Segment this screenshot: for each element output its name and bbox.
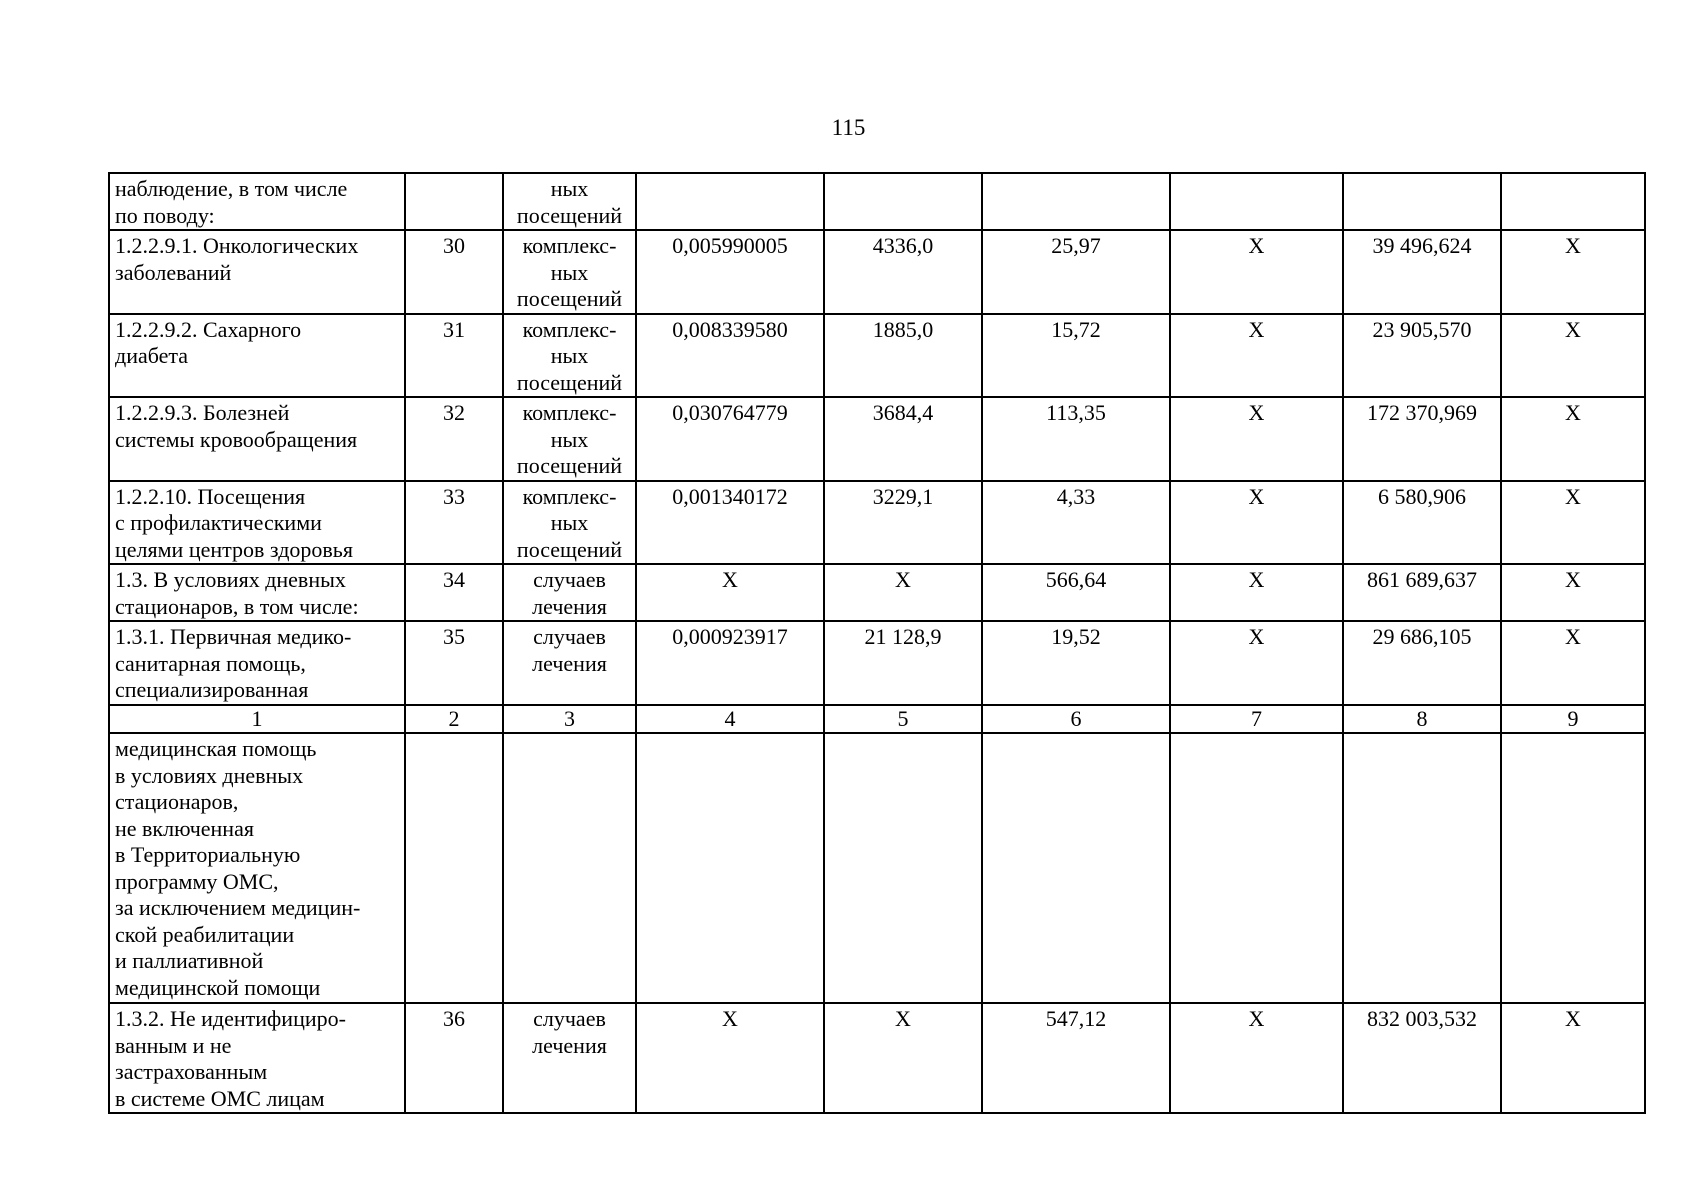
column-number-cell: 7 <box>1170 705 1343 734</box>
unit-cell <box>503 564 636 621</box>
column-9-cell: Х <box>1501 564 1645 621</box>
table-row <box>109 173 1645 230</box>
indicator-name-cell-line: ской реабилитации <box>115 921 295 947</box>
indicator-name-cell-line: и паллиативной <box>115 948 264 973</box>
column-7-cell <box>1170 173 1343 230</box>
indicator-name-cell-line: 1.2.2.9.3. Болезней <box>115 400 290 425</box>
indicator-name-cell-line: не включенная <box>115 815 254 841</box>
empty-cell <box>1343 733 1501 1003</box>
empty-cell <box>824 733 982 1003</box>
indicator-name-cell-line: целями центров здоровья <box>115 536 353 562</box>
empty-cell <box>405 733 503 1003</box>
indicator-name-cell-line: застрахованным <box>115 1059 268 1084</box>
indicator-name-cell-line: по поводу: <box>115 202 215 228</box>
table-row <box>109 564 1645 621</box>
indicator-name-cell-line: стационаров, в том числе: <box>115 593 359 619</box>
row-number-cell: 32 <box>405 397 503 481</box>
column-5-cell: 4336,0 <box>824 230 982 314</box>
unit-cell-line: случаев <box>533 567 606 592</box>
column-9-cell <box>1501 173 1645 230</box>
unit-cell-line: ных <box>550 426 589 452</box>
indicator-name-cell <box>109 481 405 565</box>
indicator-name-cell-line: программу ОМС, <box>115 868 279 894</box>
column-4-cell: 0,001340172 <box>636 481 824 565</box>
column-9-cell: Х <box>1501 481 1645 565</box>
unit-cell-line: комплекс- <box>522 400 617 425</box>
column-number-cell: 8 <box>1343 705 1501 734</box>
column-9-cell: Х <box>1501 621 1645 705</box>
indicator-name-cell <box>109 564 405 621</box>
unit-cell <box>503 314 636 398</box>
column-8-cell: 23 905,570 <box>1343 314 1501 398</box>
indicator-name-cell-line: специализированная <box>115 677 309 702</box>
table-row <box>109 230 1645 314</box>
column-5-cell: 21 128,9 <box>824 621 982 705</box>
indicator-name-cell-line: в Территориальную <box>115 842 301 867</box>
table-row <box>109 314 1645 398</box>
column-number-cell: 4 <box>636 705 824 734</box>
unit-cell-line: посещений <box>516 369 623 395</box>
row-number-cell: 31 <box>405 314 503 398</box>
unit-cell-line: ных <box>550 176 589 201</box>
indicator-name-cell-line: 1.2.2.9.2. Сахарного <box>115 316 302 342</box>
column-6-cell: 25,97 <box>982 230 1170 314</box>
column-5-cell <box>824 173 982 230</box>
column-number-cell: 6 <box>982 705 1170 734</box>
unit-cell <box>503 621 636 705</box>
unit-cell-line: лечения <box>532 593 607 619</box>
empty-cell <box>1501 733 1645 1003</box>
indicator-name-cell-line: с профилактическими <box>115 510 322 535</box>
column-6-cell: 15,72 <box>982 314 1170 398</box>
indicator-name-cell-line: 1.3.1. Первичная медико- <box>115 624 352 649</box>
unit-cell-line: посещений <box>516 453 623 478</box>
column-6-cell: 113,35 <box>982 397 1170 481</box>
column-7-cell: Х <box>1170 564 1343 621</box>
column-8-cell: 29 686,105 <box>1343 621 1501 705</box>
column-5-cell: 1885,0 <box>824 314 982 398</box>
unit-cell-line: посещений <box>516 202 623 228</box>
column-8-cell: 6 580,906 <box>1343 481 1501 565</box>
column-9-cell: Х <box>1501 1003 1645 1113</box>
indicator-name-cell-line: 1.2.2.10. Посещения <box>115 483 306 509</box>
column-5-cell: 3684,4 <box>824 397 982 481</box>
unit-cell-line: ных <box>550 510 589 535</box>
row-number-cell: 30 <box>405 230 503 314</box>
column-7-cell: Х <box>1170 314 1343 398</box>
column-4-cell: 0,000923917 <box>636 621 824 705</box>
indicator-name-cell-line: в условиях дневных <box>115 762 304 788</box>
indicator-name-cell-line: за исключением медицин- <box>115 895 361 920</box>
unit-cell-line: комплекс- <box>522 316 617 342</box>
row-number-cell: 35 <box>405 621 503 705</box>
column-8-cell: 861 689,637 <box>1343 564 1501 621</box>
empty-cell <box>636 733 824 1003</box>
unit-cell <box>503 230 636 314</box>
unit-cell-line: ных <box>550 343 589 368</box>
indicator-name-cell-line: системы кровообращения <box>115 426 358 452</box>
unit-cell-line: лечения <box>532 1032 607 1058</box>
unit-cell-line: лечения <box>532 650 607 676</box>
indicator-name-cell-line: ванным и не <box>115 1032 232 1058</box>
unit-cell <box>503 173 636 230</box>
indicator-name-cell-line: диабета <box>115 343 189 368</box>
column-9-cell: Х <box>1501 397 1645 481</box>
column-numbers-row <box>109 705 1645 734</box>
indicator-name-cell <box>109 1003 405 1113</box>
indicator-name-cell <box>109 314 405 398</box>
unit-cell <box>503 397 636 481</box>
unit-cell-line: случаев <box>533 1006 606 1031</box>
indicator-name-cell-line: заболеваний <box>115 259 232 285</box>
column-8-cell: 172 370,969 <box>1343 397 1501 481</box>
column-6-cell: 566,64 <box>982 564 1170 621</box>
column-number-cell: 5 <box>824 705 982 734</box>
data-table <box>108 172 1646 1114</box>
column-6-cell <box>982 173 1170 230</box>
column-number-cell: 3 <box>503 705 636 734</box>
indicator-name-cell <box>109 230 405 314</box>
indicator-name-cell <box>109 397 405 481</box>
column-7-cell: Х <box>1170 621 1343 705</box>
indicator-name-cell-line: 1.3. В условиях дневных <box>115 567 346 592</box>
unit-cell-line: посещений <box>516 286 623 311</box>
column-4-cell: 0,008339580 <box>636 314 824 398</box>
indicator-name-cell-line: санитарная помощь, <box>115 650 306 676</box>
column-4-cell: 0,005990005 <box>636 230 824 314</box>
empty-cell <box>982 733 1170 1003</box>
column-9-cell: Х <box>1501 314 1645 398</box>
row-number-cell: 34 <box>405 564 503 621</box>
unit-cell-line: посещений <box>516 536 623 562</box>
column-number-cell: 1 <box>109 705 405 734</box>
column-number-cell: 2 <box>405 705 503 734</box>
column-9-cell: Х <box>1501 230 1645 314</box>
column-7-cell: Х <box>1170 397 1343 481</box>
indicator-name-cell-line: медицинская помощь <box>115 736 317 761</box>
indicator-name-cell-line: наблюдение, в том числе <box>115 176 348 201</box>
row-number-cell: 36 <box>405 1003 503 1113</box>
column-6-cell: 4,33 <box>982 481 1170 565</box>
indicator-name-cell <box>109 173 405 230</box>
row-number-cell: 33 <box>405 481 503 565</box>
unit-cell-line: комплекс- <box>522 483 617 509</box>
indicator-name-cell <box>109 621 405 705</box>
indicator-name-cell-line: 1.2.2.9.1. Онкологических <box>115 233 359 258</box>
column-6-cell: 19,52 <box>982 621 1170 705</box>
indicator-name-cell-line: медицинской помощи <box>115 974 321 1000</box>
column-6-cell: 547,12 <box>982 1003 1170 1113</box>
column-4-cell: Х <box>636 564 824 621</box>
column-5-cell: Х <box>824 564 982 621</box>
indicator-name-cell-line: стационаров, <box>115 789 239 814</box>
table-row <box>109 397 1645 481</box>
column-8-cell <box>1343 173 1501 230</box>
indicator-name-cell <box>109 733 405 1003</box>
table-row-continuation <box>109 733 1645 1003</box>
column-4-cell: Х <box>636 1003 824 1113</box>
column-5-cell: 3229,1 <box>824 481 982 565</box>
indicator-name-cell-line: 1.3.2. Не идентифициро- <box>115 1006 346 1031</box>
table-row <box>109 621 1645 705</box>
column-4-cell: 0,030764779 <box>636 397 824 481</box>
unit-cell <box>503 1003 636 1113</box>
column-8-cell: 39 496,624 <box>1343 230 1501 314</box>
column-7-cell: Х <box>1170 481 1343 565</box>
empty-cell <box>503 733 636 1003</box>
unit-cell <box>503 481 636 565</box>
column-number-cell: 9 <box>1501 705 1645 734</box>
column-8-cell: 832 003,532 <box>1343 1003 1501 1113</box>
table-row <box>109 1003 1645 1113</box>
column-5-cell: Х <box>824 1003 982 1113</box>
column-7-cell: Х <box>1170 230 1343 314</box>
row-number-cell <box>405 173 503 230</box>
unit-cell-line: ных <box>550 259 589 285</box>
page-number: 115 <box>831 115 866 140</box>
unit-cell-line: случаев <box>533 624 606 649</box>
table-row <box>109 481 1645 565</box>
column-7-cell: Х <box>1170 1003 1343 1113</box>
empty-cell <box>1170 733 1343 1003</box>
unit-cell-line: комплекс- <box>522 233 617 258</box>
indicator-name-cell-line: в системе ОМС лицам <box>115 1085 325 1111</box>
column-4-cell <box>636 173 824 230</box>
